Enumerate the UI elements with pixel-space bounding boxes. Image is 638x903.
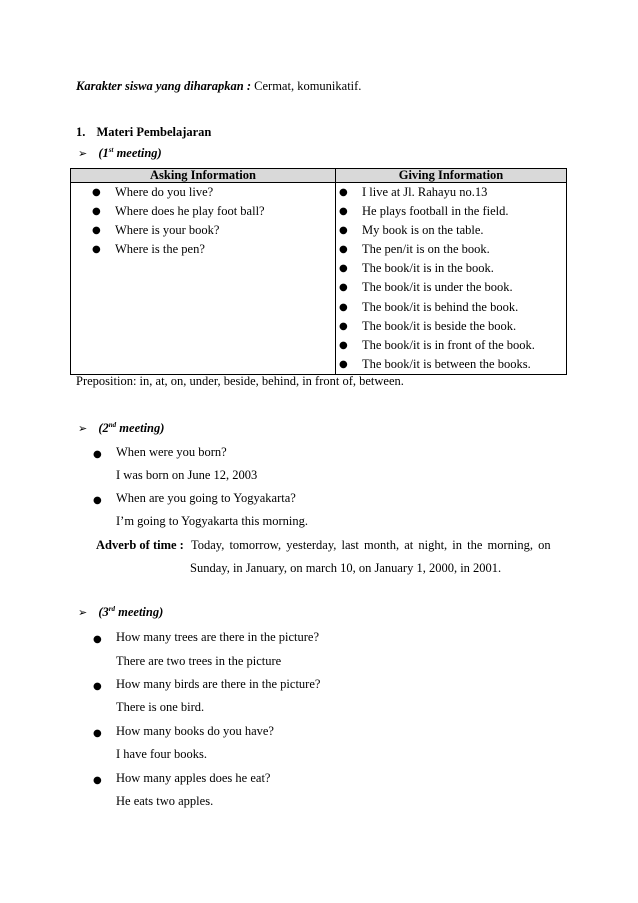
bullet-icon: ● xyxy=(339,225,348,237)
character-label: Karakter siswa yang diharapkan : xyxy=(76,79,252,93)
list-item xyxy=(93,492,102,507)
bullet-icon: ● xyxy=(93,728,102,739)
bullet-icon: ● xyxy=(93,681,102,692)
giving-list xyxy=(336,183,566,374)
bullet-icon: ● xyxy=(339,339,348,351)
answer-text: I was born on June 12, 2003 xyxy=(116,468,258,482)
section-title: Materi Pembelajaran xyxy=(96,125,212,139)
list-item xyxy=(93,678,102,693)
list-item xyxy=(93,725,102,740)
list-item: ● He plays football in the field. xyxy=(336,202,566,221)
list-item: ● The pen/it is on the book. xyxy=(336,240,566,259)
bullet-icon: ● xyxy=(92,206,101,218)
list-item xyxy=(93,446,102,461)
question-text: How many birds are there in the picture? xyxy=(116,677,321,691)
list-item: ● Where do you live? xyxy=(71,183,335,202)
list-item: ● The book/it is in the book. xyxy=(336,259,566,278)
list-item: ● The book/it is in front of the book. xyxy=(336,336,566,355)
answer-text: I have four books. xyxy=(116,747,207,761)
meeting-2-heading: ➢ (2nd meeting) xyxy=(78,420,165,435)
giving-cell xyxy=(336,183,567,375)
question-text: When are you going to Yogyakarta? xyxy=(116,491,296,505)
bullet-icon: ● xyxy=(92,244,101,256)
section-number: 1. xyxy=(76,125,86,139)
answer-text: I’m going to Yogyakarta this morning. xyxy=(116,514,309,528)
list-item xyxy=(93,772,102,787)
information-table xyxy=(70,168,567,375)
bullet-icon: ● xyxy=(339,263,348,275)
character-value: Cermat, komunikatif. xyxy=(254,79,362,93)
character-line xyxy=(76,79,361,94)
list-item: ● The book/it is behind the book. xyxy=(336,298,566,317)
preposition-line: Preposition: in, at, on, under, beside, behind, in front of, between. xyxy=(76,374,404,388)
bullet-icon: ● xyxy=(93,449,102,460)
bullet-icon: ● xyxy=(339,358,348,370)
answer-text: There is one bird. xyxy=(116,700,205,714)
arrow-icon: ➢ xyxy=(78,422,88,435)
meeting-1-heading: ➢ (1st meeting) xyxy=(78,145,162,160)
bullet-icon: ● xyxy=(92,225,101,237)
bullet-icon: ● xyxy=(92,187,101,198)
bullet-icon: ● xyxy=(339,244,348,256)
asking-list xyxy=(71,183,335,259)
bullet-icon: ● xyxy=(93,775,102,786)
arrow-icon: ➢ xyxy=(78,147,88,160)
question-text: How many books do you have? xyxy=(116,724,274,738)
answer-text: He eats two apples. xyxy=(116,794,214,808)
list-item: ● Where is your book? xyxy=(71,221,335,240)
bullet-icon: ● xyxy=(93,634,102,645)
list-item: ● The book/it is between the books. xyxy=(336,355,566,374)
list-item: ● Where is the pen? xyxy=(71,240,335,259)
asking-cell xyxy=(71,183,336,375)
bullet-icon: ● xyxy=(339,187,348,198)
question-text: When were you born? xyxy=(116,445,227,459)
adverb-values-1: Today, tomorrow, yesterday, last month, at night, in the morning, on xyxy=(190,538,551,552)
giving-header: Giving Information xyxy=(336,169,567,183)
question-text: How many trees are there in the picture? xyxy=(116,630,320,644)
list-item: ● The book/it is under the book. xyxy=(336,278,566,297)
list-item: ● The book/it is beside the book. xyxy=(336,317,566,336)
arrow-icon: ➢ xyxy=(78,606,88,619)
table-body-row xyxy=(71,183,567,375)
list-item: ● I live at Jl. Rahayu no.13 xyxy=(336,183,566,202)
table-header-row xyxy=(71,169,567,183)
adverb-line-1 xyxy=(96,538,551,553)
bullet-icon: ● xyxy=(339,282,348,294)
bullet-icon: ● xyxy=(93,495,102,506)
adverb-label: Adverb of time : xyxy=(96,538,184,552)
answer-text: There are two trees in the picture xyxy=(116,654,282,668)
section-heading xyxy=(76,125,211,140)
list-item: ● My book is on the table. xyxy=(336,221,566,240)
list-item: ● Where does he play foot ball? xyxy=(71,202,335,221)
bullet-icon: ● xyxy=(339,206,348,218)
bullet-icon: ● xyxy=(339,301,348,313)
bullet-icon: ● xyxy=(339,320,348,332)
adverb-line-2: Sunday, in January, on march 10, on January 1, 2000, in 2001. xyxy=(190,561,502,575)
question-text: How many apples does he eat? xyxy=(116,771,271,785)
asking-header: Asking Information xyxy=(71,169,336,183)
list-item xyxy=(93,631,102,646)
meeting-3-heading: ➢ (3rd meeting) xyxy=(78,604,164,619)
